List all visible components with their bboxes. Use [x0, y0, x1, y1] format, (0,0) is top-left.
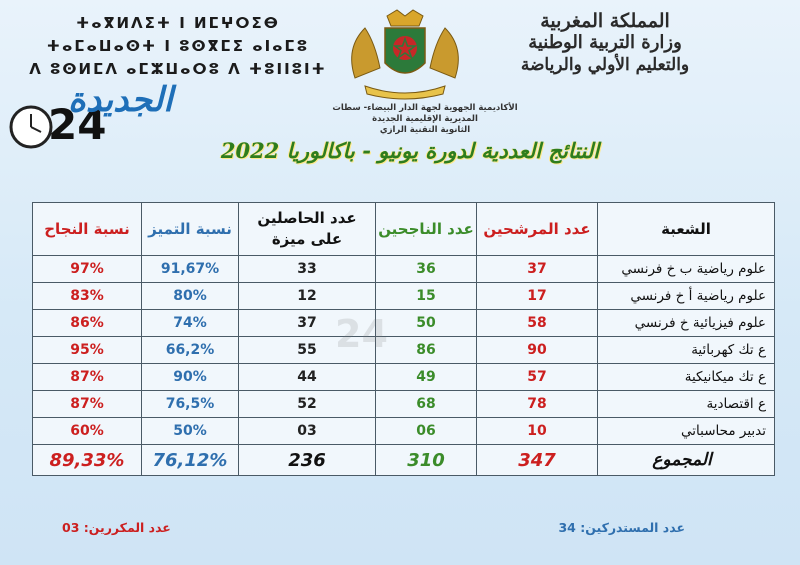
table-row [33, 256, 775, 283]
table-row [33, 283, 775, 310]
logo-text: الجديدة [68, 80, 173, 120]
cell-excellence: 50% [142, 418, 239, 445]
cell-mention: 55 [239, 337, 376, 364]
cell-branch: ع تك كهربائية [598, 337, 775, 364]
cell-branch: ع تك ميكانيكية [598, 364, 775, 391]
cell-success-rate: 83% [33, 283, 142, 310]
cell-candidates: 17 [477, 283, 598, 310]
cell-candidates: 37 [477, 256, 598, 283]
cell-candidates: 57 [477, 364, 598, 391]
total-mention: 236 [239, 445, 376, 476]
total-label: المجموع [598, 445, 775, 476]
cell-mention: 03 [239, 418, 376, 445]
cell-branch: علوم فيزيائية خ فرنسي [598, 310, 775, 337]
table-row [33, 310, 775, 337]
cell-branch: ع اقتصادية [598, 391, 775, 418]
header-passed: عدد الناجحين [376, 203, 477, 256]
tifinagh-line-2: ⵜⴰⵎⴰⵡⴰⵙⵜ ⵏ ⵓⵙⴳⵎⵉ ⴰⵏⴰⵎⵓ [46, 37, 310, 55]
ministry-line-1: المملكة المغربية [540, 10, 670, 32]
cell-branch: علوم رياضية ب خ فرنسي [598, 256, 775, 283]
cell-branch: علوم رياضية أ خ فرنسي [598, 283, 775, 310]
table-row [33, 364, 775, 391]
cell-excellence: 90% [142, 364, 239, 391]
table-row [33, 337, 775, 364]
beneficiaries-count: عدد المستدركين: 34 [558, 520, 685, 535]
cell-passed: 06 [376, 418, 477, 445]
logo-number: 24 [48, 100, 107, 149]
cell-candidates: 10 [477, 418, 598, 445]
header-mention: عدد الحاصلين على ميزة [239, 203, 376, 256]
cell-candidates: 58 [477, 310, 598, 337]
total-candidates: 347 [477, 445, 598, 476]
cell-branch: تدبير محاسباتي [598, 418, 775, 445]
header-success-rate: نسبة النجاح [33, 203, 142, 256]
cell-mention: 37 [239, 310, 376, 337]
cell-excellence: 74% [142, 310, 239, 337]
cell-success-rate: 87% [33, 391, 142, 418]
results-table [32, 202, 775, 476]
institution-info [325, 103, 525, 136]
page-title: النتائج العددية لدورة يونيو - باكالوريا 2022 [220, 138, 600, 163]
table-header-row [33, 203, 775, 256]
cell-success-rate: 95% [33, 337, 142, 364]
tifinagh-line-1: ⵜⴰⴳⵍⴷⵉⵜ ⵏ ⵍⵎⵖⵔⵉⴱ [76, 14, 280, 32]
cell-passed: 50 [376, 310, 477, 337]
table-row [33, 391, 775, 418]
cell-excellence: 66,2% [142, 337, 239, 364]
header-branch: الشعبة [598, 203, 775, 256]
table-total-row [33, 445, 775, 476]
table-row [33, 418, 775, 445]
ministry-line-2: وزارة التربية الوطنية [528, 32, 682, 53]
header-excellence: نسبة التميز [142, 203, 239, 256]
ministry-line-3: والتعليم الأولي والرياضة [520, 55, 690, 75]
cell-success-rate: 87% [33, 364, 142, 391]
cell-passed: 49 [376, 364, 477, 391]
cell-candidates: 90 [477, 337, 598, 364]
total-passed: 310 [376, 445, 477, 476]
tifinagh-line-3: ⴷ ⵓⵙⵍⵎⴷ ⴰⵎⵣⵡⴰⵔⵓ ⴷ ⵜⵓⵏⵏⵓⵏⵜ [29, 60, 327, 78]
cell-mention: 44 [239, 364, 376, 391]
cell-passed: 15 [376, 283, 477, 310]
repeaters-count: عدد المكررين: 03 [62, 520, 171, 535]
watermark: 24 [335, 312, 388, 356]
ministry-header [480, 10, 730, 76]
cell-mention: 33 [239, 256, 376, 283]
cell-passed: 36 [376, 256, 477, 283]
cell-candidates: 78 [477, 391, 598, 418]
tifinagh-header [28, 12, 328, 81]
cell-passed: 68 [376, 391, 477, 418]
cell-success-rate: 86% [33, 310, 142, 337]
total-excellence: 76,12% [142, 445, 239, 476]
cell-excellence: 80% [142, 283, 239, 310]
cell-excellence: 76,5% [142, 391, 239, 418]
academy-line: الأكاديمية الجهوية لجهة الدار البيضاء- سطات [332, 103, 518, 113]
direction-line: المديرية الإقليمية الجديدة [372, 114, 478, 124]
cell-success-rate: 60% [33, 418, 142, 445]
cell-passed: 86 [376, 337, 477, 364]
school-line: الثانوية التقنية الرازي [379, 125, 471, 135]
coat-of-arms-icon [335, 8, 475, 100]
cell-mention: 12 [239, 283, 376, 310]
cell-success-rate: 97% [33, 256, 142, 283]
cell-mention: 52 [239, 391, 376, 418]
total-success-rate: 89,33% [33, 445, 142, 476]
cell-excellence: 91,67% [142, 256, 239, 283]
header-candidates: عدد المرشحين [477, 203, 598, 256]
